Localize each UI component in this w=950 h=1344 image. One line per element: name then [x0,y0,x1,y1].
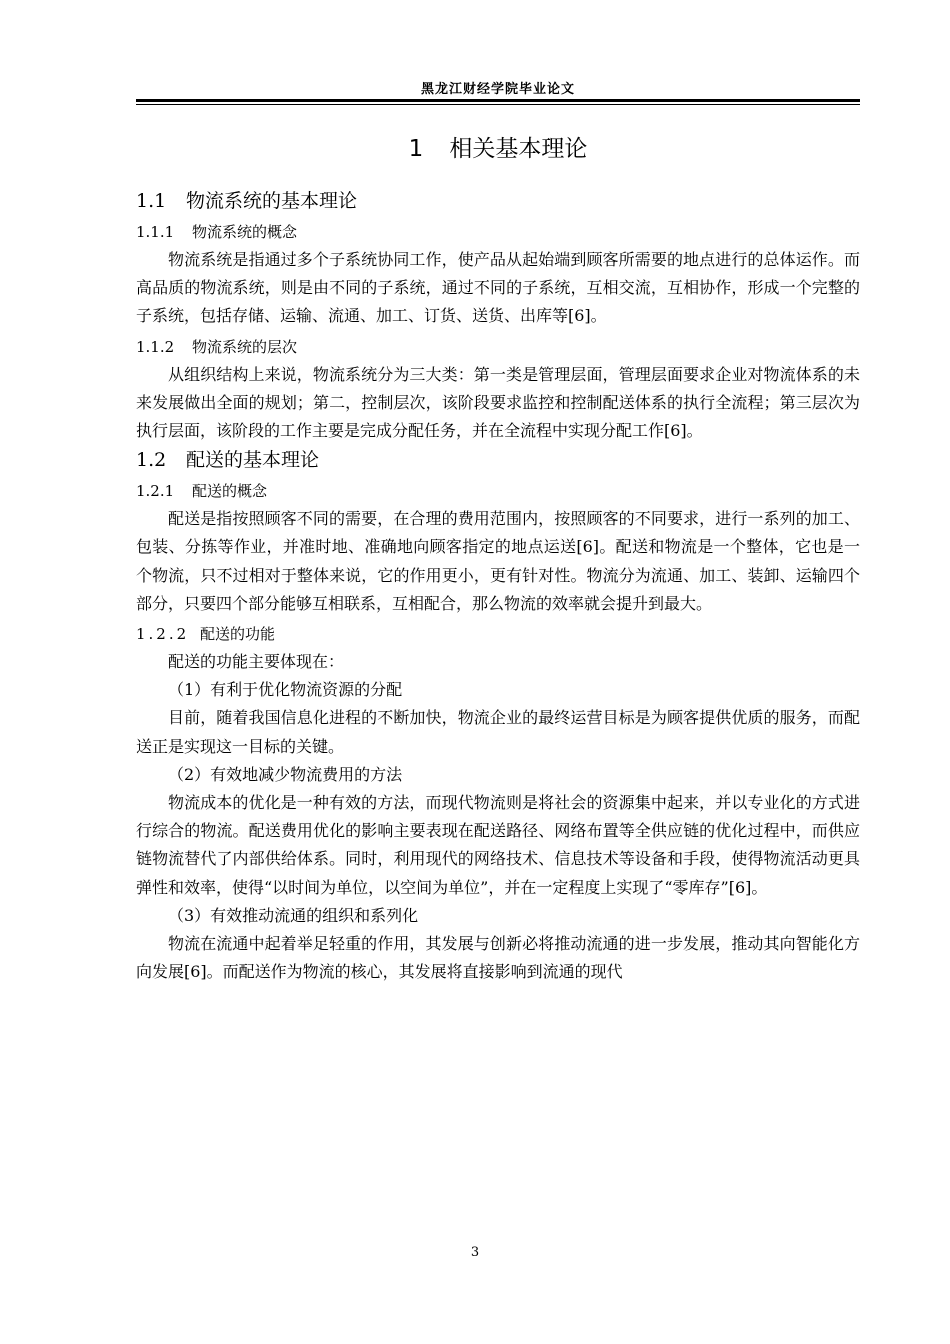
section-1-2-1-heading [136,479,860,503]
header-rule-thin [136,104,860,105]
paragraph-6: 物流成本的优化是一种有效的方法，而现代物流则是将社会的资源集中起来，并以专业化的方式进行综合的物流。配送费用优化的影响主要表现在配送路径、网络布置等全供应链的优化过程中，而供应链物流替代了内部供给体系。同时，利用现代的网络技术、信息技术等设备和手段，使得物流活动更具弹性和效率，使得“以时间为单位，以空间为单位”，并在一定程度上实现了“零库存”[6]。 [136,793,860,897]
section-number: 1.2.1 [136,482,175,501]
section-number: 1.1.1 [136,223,175,241]
section-number: 1.1 [136,190,167,212]
chapter-title [136,130,860,168]
section-number: 1.2 [136,449,167,472]
paragraph-7: 物流在流通中起着举足轻重的作用，其发展与创新必将推动流通的进一步发展，推动其向智能化方向发展[6]。而配送作为物流的核心，其发展将直接影响到流通的现代 [136,934,860,982]
section-title: 配送的功能 [200,625,276,644]
paragraph-3: 配送是指按照顾客不同的需要，在合理的费用范围内，按照顾客的不同要求，进行一系列的加工、包装、分拣等作业，并准时地、准确地向顾客指定的地点运送[6]。配送和物流是一个整体，它也是一个物流，只不过相对于整体来说，它的作用更小，更有针对性。物流分为流通、加工、装卸、运输四个部分，只要四个部分能够互相联系，互相配合，那么物流的效率就会提升到最大。 [136,509,860,613]
paragraph-1: 物流系统是指通过多个子系统协同工作，使产品从起始端到顾客所需要的地点进行的总体运作。而高品质的物流系统，则是由不同的子系统，通过不同的子系统，互相交流，互相协作，形成一个完整的子系统，包括存储、运输、流通、加工、订货、送货、出库等[6]。 [136,250,860,326]
paragraph-4: 配送的功能主要体现在： [168,652,345,672]
chapter-number: 1 [408,136,424,162]
running-header: 黑龙江财经学院毕业论文 [420,82,575,97]
page-number: 3 [470,1245,480,1260]
section-number: 1.2.2 [136,625,190,644]
section-1-1-2-heading [136,335,860,359]
page-body [136,130,860,986]
list-item-3: （3）有效推动流通的组织和系列化 [168,905,419,925]
section-title: 配送的基本理论 [186,449,320,472]
paragraph-5: 目前，随着我国信息化进程的不断加快，物流企业的最终运营目标是为顾客提供优质的服务，而配送正是实现这一目标的关键。 [136,708,860,756]
section-title: 物流系统的概念 [192,223,298,241]
section-title: 配送的概念 [192,482,268,501]
section-title: 物流系统的层次 [192,337,298,356]
section-1-1-heading [136,188,860,214]
list-item-2: （2）有效地减少物流费用的方法 [168,764,403,784]
paragraph-2: 从组织结构上来说，物流系统分为三大类：第一类是管理层面，管理层面要求企业对物流体系的未来发展做出全面的规划；第二，控制层次，该阶段要求监控和控制配送体系的执行全流程；第三层次为执行层面，该阶段的工作主要是完成分配任务，并在全流程中实现分配工作[6]。 [136,364,860,441]
header-rule-thick [136,99,860,102]
section-title: 物流系统的基本理论 [186,190,358,212]
section-1-2-heading [136,447,860,473]
list-item-1: （1）有利于优化物流资源的分配 [168,680,403,700]
section-1-2-2-heading [136,622,860,646]
section-number: 1.1.2 [136,337,175,356]
section-1-1-1-heading [136,220,860,244]
chapter-title-text: 相关基本理论 [449,136,588,162]
